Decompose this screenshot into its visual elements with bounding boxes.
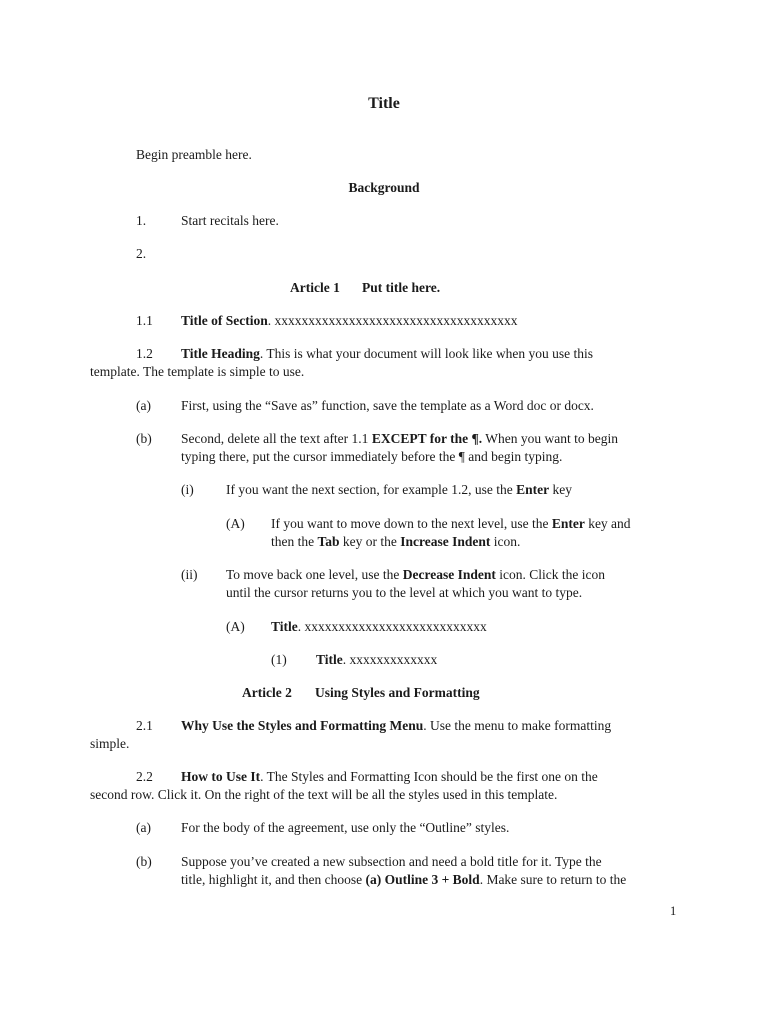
section-number: 1.2 (136, 346, 153, 361)
article-1-title: Put title here. (362, 280, 441, 295)
item-label: (1) (271, 652, 287, 667)
section-title: Title Heading (181, 346, 260, 361)
section-text: This is what your document will look like when you use this (266, 346, 593, 361)
item-i-text (226, 481, 572, 499)
item-label: (b) (136, 854, 152, 869)
section-title: Why Use the Styles and Formatting Menu (181, 718, 424, 733)
item-A2-text: Title. xxxxxxxxxxxxxxxxxxxxxxxxxxx (271, 619, 487, 634)
item-label: (A) (226, 619, 245, 634)
text-run: icon. Click the icon (495, 567, 605, 582)
text-run: icon. (490, 534, 521, 549)
bold-text-run: Increase Indent (400, 534, 491, 549)
text-run: key (549, 482, 573, 497)
background-heading: Background (348, 180, 420, 195)
section-title: How to Use It (181, 769, 261, 784)
section-1-2-line-1: Title Heading. This is what your document will look like when you use this (181, 346, 593, 361)
bold-text-run: EXCEPT for the ¶. (371, 431, 483, 446)
section-text: Use the menu to make formatting (430, 718, 612, 733)
section-number: 1.1 (136, 313, 153, 328)
section-number: 2.1 (136, 718, 153, 733)
page-number: 1 (670, 904, 677, 918)
text-run: key and (584, 516, 631, 531)
item-label: (A) (226, 516, 245, 531)
article-2-title: Using Styles and Formatting (315, 685, 480, 700)
section-2-2-line-1: How to Use It. The Styles and Formatting Icon should be the first one on the (181, 769, 598, 784)
preamble: Begin preamble here. (136, 147, 252, 162)
section-1-2-line-2: template. The template is simple to use. (90, 364, 305, 379)
recital-number: 1. (136, 213, 147, 228)
item-label: (a) (136, 398, 151, 413)
text-run: To move back one level, use the (226, 567, 403, 582)
text-run: If you want the next section, for example 1.2, use the (226, 482, 517, 497)
item-label: (a) (136, 820, 151, 835)
item-b-line-2 (181, 871, 626, 889)
item-b-line-2: typing there, put the cursor immediately before the ¶ and begin typing. (181, 449, 563, 464)
section-number: 2.2 (136, 769, 153, 784)
item-ii-line-2: until the cursor returns you to the level at which you want to type. (226, 585, 583, 600)
item-text: xxxxxxxxxxxxxxxxxxxxxxxxxxx (304, 619, 487, 634)
item-A-line-1 (271, 515, 631, 533)
item-label: (ii) (181, 567, 198, 582)
item-1-text: Title. xxxxxxxxxxxxx (316, 652, 438, 667)
item-b-line-1: Suppose you’ve created a new subsection and need a bold title for it. Type the (181, 854, 602, 869)
bold-text-run: Enter (516, 482, 550, 497)
item-text: xxxxxxxxxxxxx (349, 652, 438, 667)
item-b-line-1 (181, 430, 618, 448)
item-text: First, using the “Save as” function, save the template as a Word doc or docx. (181, 398, 594, 413)
article-1-label: Article 1 (290, 280, 340, 295)
bold-text-run: Enter (551, 516, 585, 531)
section-1-1: Title of Section. xxxxxxxxxxxxxxxxxxxxxxxxxxxxxxxxxxxx (181, 313, 518, 328)
item-label: (i) (181, 482, 194, 497)
text-run: Second, delete all the text after 1.1 (181, 431, 372, 446)
bold-text-run: Tab (317, 534, 340, 549)
document-title: Title (368, 95, 400, 112)
item-title: Title (271, 619, 298, 634)
section-text: xxxxxxxxxxxxxxxxxxxxxxxxxxxxxxxxxxxx (274, 313, 518, 328)
section-2-1-line-1: Why Use the Styles and Formatting Menu. Use the menu to make formatting (181, 718, 612, 733)
item-ii-line-1 (226, 566, 605, 584)
section-2-1-line-2: simple. (90, 736, 130, 751)
article-2-label: Article 2 (242, 685, 292, 700)
recital-text: Start recitals here. (181, 213, 279, 228)
text-run: then the (271, 534, 318, 549)
section-2-2-line-2: second row. Click it. On the right of the text will be all the styles used in this template. (90, 787, 558, 802)
bold-text-run: Decrease Indent (402, 567, 496, 582)
section-text: The Styles and Formatting Icon should be the first one on the (266, 769, 598, 784)
text-run: title, highlight it, and then choose (181, 872, 366, 887)
item-label: (b) (136, 431, 152, 446)
item-text: For the body of the agreement, use only the “Outline” styles. (181, 820, 510, 835)
text-run: key or the (339, 534, 401, 549)
item-A-line-2 (271, 533, 520, 551)
recital-number: 2. (136, 246, 147, 261)
bold-text-run: (a) Outline 3 + Bold (365, 872, 480, 887)
text-run: If you want to move down to the next level, use the (271, 516, 552, 531)
text-run: When you want to begin (482, 431, 618, 446)
item-title: Title (316, 652, 343, 667)
text-run: . Make sure to return to the (479, 872, 627, 887)
section-title: Title of Section (181, 313, 268, 328)
